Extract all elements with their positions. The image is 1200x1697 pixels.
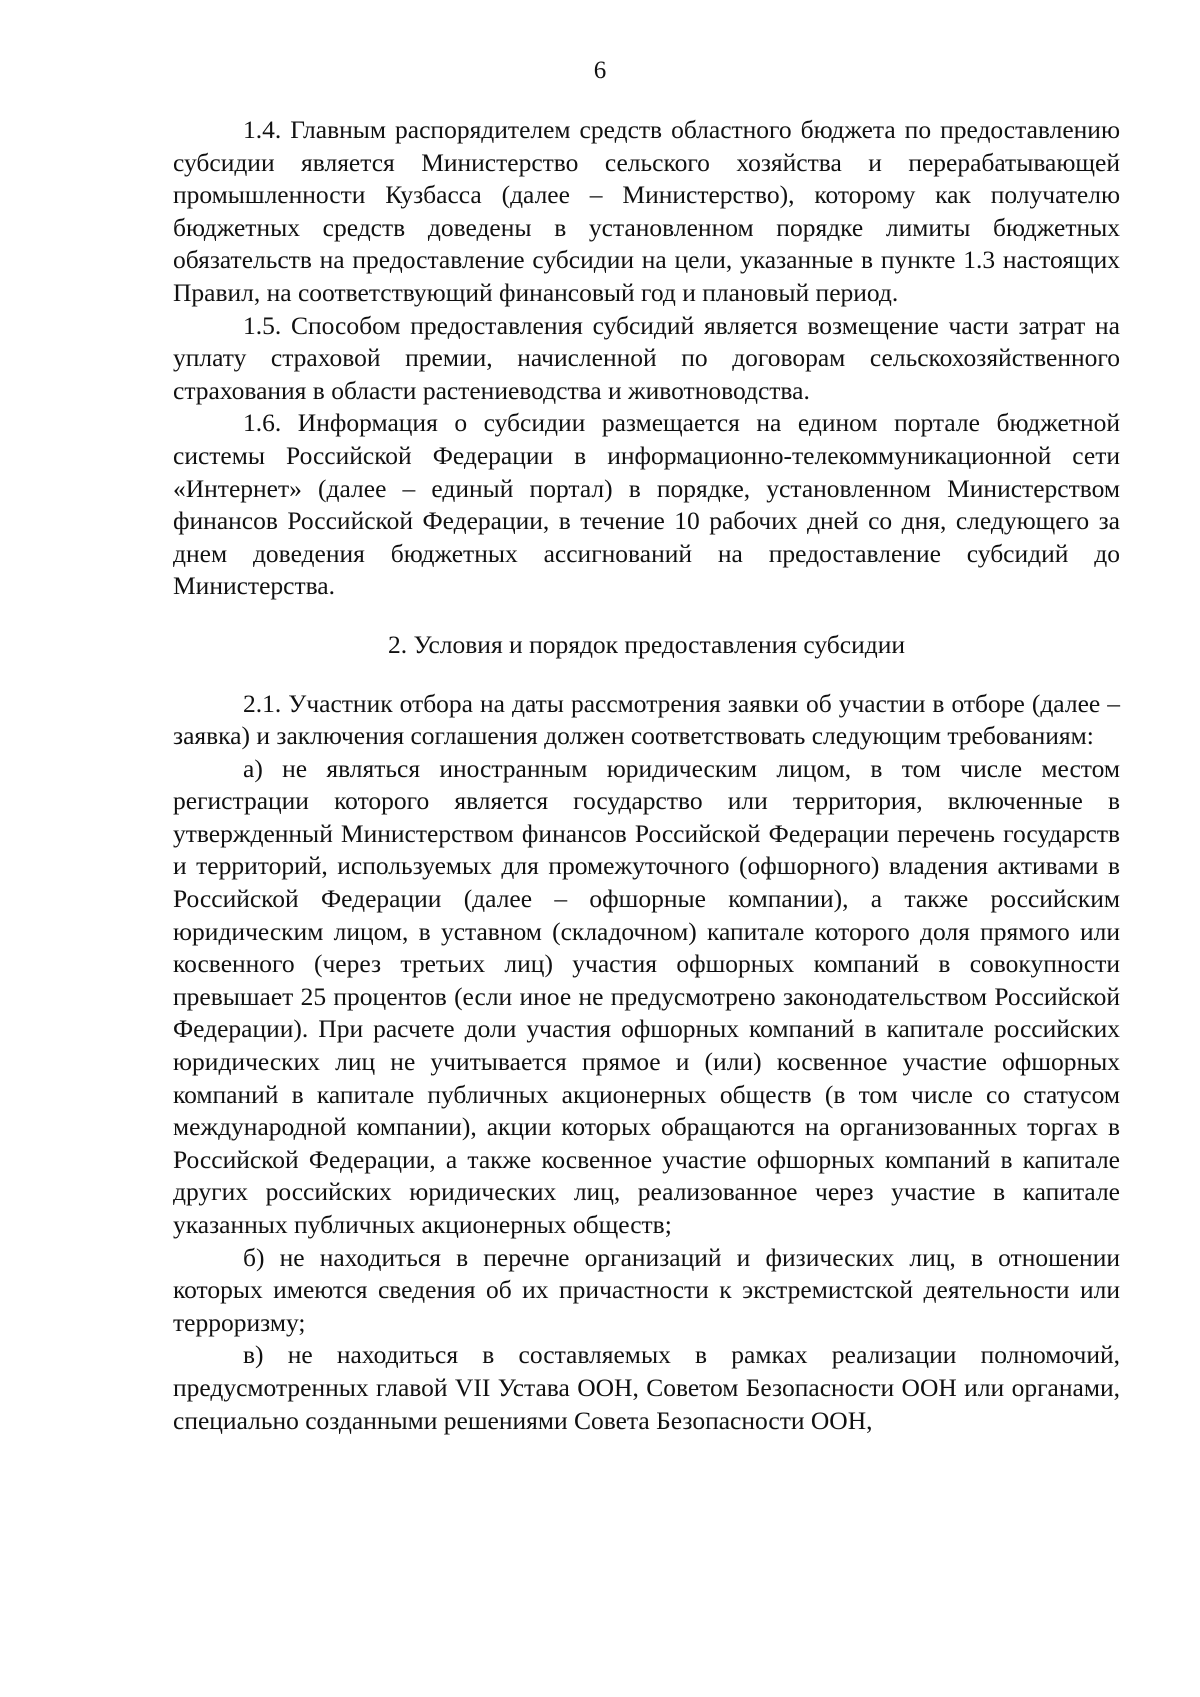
paragraph-item-b: б) не находиться в перечне организаций и физических лиц, в отношении которых имеются сведения об их причастности к экстремистской деятельности или терроризму; [173,1242,1120,1337]
paragraph-1-4: 1.4. Главным распорядителем средств областного бюджета по предоставлению субсидии является Министерство сельского хозяйства и перерабатывающей промышленности Кузбасса (далее – Министерство), которому как получателю бюджетных средств доведены в установленном порядке лимиты бюджетных обязательств на предоставление субсидии на цели, указанные в пункте 1.3 настоящих Правил, на соответствующий финансовый год и плановый период. [173,115,1120,307]
section-heading-2: 2. Условия и порядок предоставления субсидии [387,629,906,659]
page-number: 6 [593,57,607,84]
paragraph-2-1: 2.1. Участник отбора на даты рассмотрения заявки об участии в отборе (далее – заявка) и заключения соглашения должен соответствовать следующим требованиям: [173,688,1120,751]
document-body [173,114,1120,1437]
paragraph-1-5: 1.5. Способом предоставления субсидий является возмещение части затрат на уплату страховой премии, начисленной по договорам сельскохозяйственного страхования в области растениеводства и животноводства. [173,310,1120,405]
paragraph-item-v: в) не находиться в составляемых в рамках реализации полномочий, предусмотренных главой VII Устава ООН, Советом Безопасности ООН или органами, специально созданными решениями Совета Безопасности ООН, [173,1340,1120,1435]
paragraph-1-6: 1.6. Информация о субсидии размещается на едином портале бюджетной системы Российской Федерации в информационно-телекоммуникационной сети «Интернет» (далее – единый портал) в порядке, установленном Министерством финансов Российской Федерации, в течение 10 рабочих дней со дня, следующего за днем доведения бюджетных ассигнований на предоставление субсидий до Министерства. [173,408,1120,601]
paragraph-item-a: а) не являться иностранным юридическим лицом, в том числе местом регистрации которого является государство или территория, включенные в утвержденный Министерством финансов Российской Федерации перечень государств и территорий, используемых для промежуточного (офшорного) владения активами в Российской Федерации (далее – офшорные компании), а также российским юридическим лицом, в уставном (складочном) капитале которого доля прямого или косвенного (через третьих лиц) участия офшорных компаний в совокупности превышает 25 процентов (если иное не предусмотрено законодательством Российской Федерации). При расчете доли участия офшорных компаний в капитале российских юридических лиц не учитывается прямое и (или) косвенное участие офшорных компаний в капитале публичных акционерных обществ (в том числе со статусом международной компании), акции которых обращаются на организованных торгах в Российской Федерации, а также косвенное участие офшорных компаний в капитале других российских юридических лиц, реализованное через участие в капитале указанных публичных акционерных обществ; [173,753,1120,1239]
